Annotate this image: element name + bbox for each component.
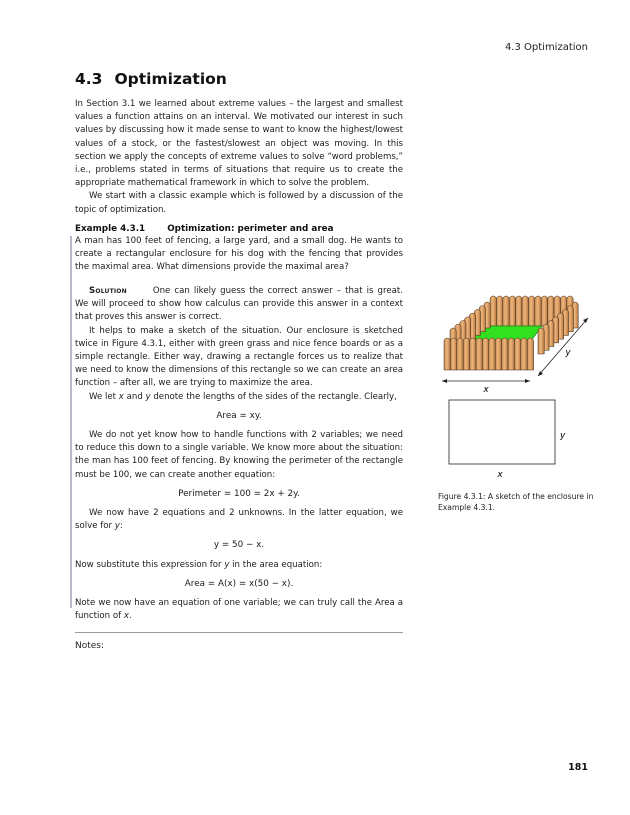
x-arrowhead-left — [442, 379, 447, 383]
fence-board — [496, 296, 502, 326]
enclosure-sketch — [438, 292, 598, 492]
rect-x-label: x — [497, 470, 503, 480]
problem-text: A man has 100 feet of fencing, a large yard, and a small dog. He wants to create a rectangular enclosure for his dog with the fencing that provides the maximal area. What dimensions provide the maximal area? — [75, 236, 403, 273]
section-title — [75, 70, 227, 88]
equation-area-function: Area = A(x) = x(50 − x). — [184, 578, 294, 589]
fence-board — [522, 296, 528, 326]
fence-board — [538, 328, 544, 354]
fence-board — [521, 338, 527, 370]
fence-board — [527, 338, 533, 370]
figure-caption: Figure 4.3.1: A sketch of the enclosure in Example 4.3.1. — [438, 492, 594, 512]
notes-label: Notes: — [75, 641, 105, 651]
fence-board — [503, 296, 509, 326]
running-head: 4.3 Optimization — [504, 42, 588, 53]
fence-board — [470, 338, 476, 370]
fence-board — [490, 296, 496, 326]
fence-board — [535, 296, 541, 326]
fence-board — [508, 338, 514, 370]
solution-text-1: One can likely guess the correct answer – that is great. We will proceed to show how calculus can provide this answer in a context that proves this answer is correct. — [75, 286, 403, 323]
simple-rectangle — [449, 400, 555, 464]
fence-board — [444, 338, 450, 370]
example-label: Example 4.3.1 — [75, 224, 146, 234]
fence-board — [463, 338, 469, 370]
y-arrowhead-top — [583, 318, 588, 323]
solution-paragraph-1 — [75, 285, 403, 325]
section-title-text: Optimization — [114, 70, 227, 88]
section-number: 4.3 — [75, 70, 103, 88]
intro-text — [75, 98, 403, 217]
solution-paragraph-2: It helps to make a sketch of the situation. Our enclosure is sketched twice in Figure 4.3.1, either with green grass and nice fence boards or as a simple rectangle. Either way, drawing a rectangle forces us to realize that we need to know the dimensions of this rectangle so we can create an area function – after all, we are trying to maximize the area. — [75, 325, 403, 389]
fence-x-label: x — [483, 385, 489, 395]
fence-board — [514, 338, 520, 370]
equation-area: Area = xy. — [216, 410, 262, 421]
solution-paragraph-4: We do not yet know how to handle functions with 2 variables; we need to reduce this down to a single variable. We know more about the situation: the man has 100 feet of fencing. By knowing the perimeter of the rectangle must be 100, we can create another equation: — [75, 430, 403, 480]
example-heading — [75, 224, 334, 234]
fence-front — [444, 338, 534, 370]
solution-label: Solution — [89, 286, 127, 296]
fence-board — [482, 338, 488, 370]
fence-board — [502, 338, 508, 370]
example-title: Optimization: perimeter and area — [167, 224, 334, 234]
x-arrowhead-right — [525, 379, 530, 383]
enclosure-figure — [438, 292, 598, 492]
example-problem — [75, 235, 403, 275]
intro-paragraph-2: We start with a classic example which is followed by a discussion of the topic of optimization. — [75, 191, 403, 215]
equation-perimeter: Perimeter = 100 = 2x + 2y. — [178, 488, 300, 499]
solution-paragraph-7: Note we now have an equation of one variable; we can truly call the Area a function of x. — [75, 598, 403, 622]
solution-paragraph-3: We let x and y denote the lengths of the sides of the rectangle. Clearly, — [89, 391, 397, 402]
rect-y-label: y — [560, 431, 566, 441]
fence-board — [541, 296, 547, 326]
fence-board — [457, 338, 463, 370]
fence-board — [476, 338, 482, 370]
fence-board — [450, 338, 456, 370]
equation-y: y = 50 − x. — [213, 540, 265, 551]
fence-board — [489, 338, 495, 370]
fence-board — [495, 338, 501, 370]
y-arrowhead-bottom — [538, 371, 543, 376]
fence-y-label: y — [565, 348, 571, 358]
fence-board — [528, 296, 534, 326]
fence-board — [509, 296, 515, 326]
notes-divider — [75, 632, 403, 633]
example-margin-bar — [70, 236, 72, 608]
solution-paragraph-5: We now have 2 equations and 2 unknowns. In the latter equation, we solve for y: — [75, 508, 403, 532]
solution-paragraph-6: Now substitute this expression for y in the area equation: — [75, 559, 323, 570]
fence-board — [516, 296, 522, 326]
example-solution — [75, 285, 403, 623]
page-number: 181 — [568, 762, 588, 773]
intro-paragraph-1: In Section 3.1 we learned about extreme values – the largest and smallest values a function attains on an interval. We motivated our interest in such values by discussing how it made sense to want to know the highest/lowest values of a stock, or the fastest/slowest an object was moving. In this section we apply the concepts of extreme values to solve “word problems,” i.e., problems stated in terms of situations that require us to create the appropriate mathematical framework in which to solve the problem. — [75, 99, 403, 189]
